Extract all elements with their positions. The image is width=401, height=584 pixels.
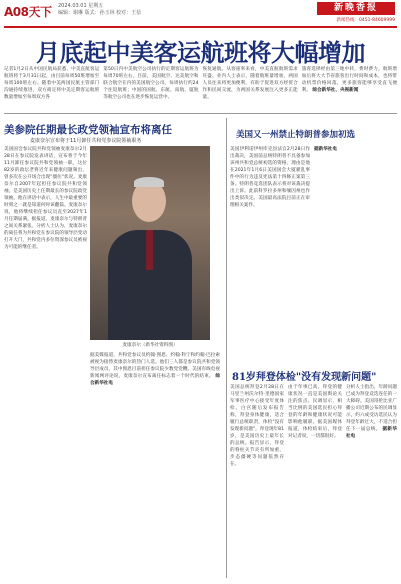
left-story-title: 美参院任期最长政党领袖宣布将离任 bbox=[4, 124, 172, 136]
editor-credits: 编辑：谢琳 版式：孙玉林 校对：王蓓 bbox=[58, 10, 142, 16]
issue-meta bbox=[58, 3, 141, 17]
bottom-story-col1: 美国总统拜登2月28日在马里兰州沃尔特·里德国家军事医疗中心接受年度体检。白宫随后发布报告称，拜登身体健康，适合履行总统职责，体检"没有发现新问题"。拜登现年81岁，是美国历史上最年长的总统。报告显示，拜登的脊柱关节炎有所加重，步态僵硬等问题依然存在。 bbox=[230, 385, 284, 467]
issue-date: 2024.03.01 星期五 bbox=[58, 3, 104, 9]
newspaper-logo: 新晚香报 bbox=[317, 2, 395, 15]
lead-column-3: 恢复通航。从客座率来看，中美直航航班需求旺盛。业内人士表示，随着航班量增加，两国人员往来将更加便利，有助于促进双方经贸合作和民间交流，为两国关系发展注入更多正能量。 bbox=[202, 67, 298, 100]
right-story-body-continued bbox=[314, 146, 397, 356]
lead-column-4 bbox=[302, 66, 397, 110]
left-story-source: 综合新华社电 bbox=[90, 374, 220, 386]
photo-tie bbox=[146, 230, 153, 270]
bottom-story-col3 bbox=[346, 384, 397, 580]
lead-column-2: 第50日内中美航空公司执行的定期客运航班为每周70班左右。目前，美国航空、达美航空和联合航空在内的美国航空公司，每周执行约24个往返航班；中国的国航、东航、南航、厦航等航空公司也在逐步恢复运营中。 bbox=[103, 67, 199, 100]
left-story-body2: 据美媒报道，共和党参议员约翰·图恩、约翰·科宁和约翰·巴拉索被视为接替麦康奈尔的热门人选。他们三人都是参议院共和党领导层成员，其中图恩目前担任参议院少数党党鞭。美国有线电视新闻网评论说，麦康奈尔宣布离任标志着一个时代的结束。 bbox=[90, 353, 220, 379]
bottom-story-col3-text: 分析人士指出，年龄问题已成为拜登竞选连任的一大障碍。美国哥伦比亚广播公司近期公布的民调显示，约六成受访选民认为拜登年龄过大，不适合担任下一届总统。 bbox=[346, 385, 397, 432]
right-story-title: 美国又一州禁止特朗普参加初选 bbox=[236, 130, 356, 140]
bottom-story-title: 81岁拜登体检"没有发现新问题" bbox=[232, 372, 377, 383]
photo-hair bbox=[134, 177, 164, 187]
section-divider bbox=[4, 113, 397, 114]
mcconnell-photo bbox=[90, 146, 210, 340]
lead-source: 综合新华社、央视新闻 bbox=[312, 88, 359, 93]
bottom-story-col2: 由于年事已高，拜登的健康状况一直是美国舆论关注的焦点。民调显示，相当比例的美国选民担心拜登的年龄和健康状况可能影响他履职。据美国媒体报道，体检结束后，拜登对记者说，一切都很好。 bbox=[288, 385, 342, 439]
header-rule bbox=[4, 26, 397, 28]
page-number: A08天下 bbox=[4, 5, 52, 19]
photo-caption: 麦康奈尔（新华社资料图） bbox=[122, 343, 178, 348]
lead-column-4-text: 旅客选择经由第三地中转，费时费力。航班增加后将大大节省旅客出行时间和成本，也将带动机票价格回落，更多旅客能够享受直飞便利。 bbox=[301, 67, 397, 93]
lead-story-body bbox=[4, 66, 397, 110]
left-story-body-continued bbox=[90, 352, 220, 436]
right-story-body: 美国伊利诺伊州库克县法官2月28日作出裁决，美国前总统特朗普不具备参加该州共和党总统初选的资格，理由是他在2021年1月6日美国国会大厦骚乱事件中的行为违反宪法第十四修正案第三条。特朗普竞选团队表示将对该裁决提出上诉。此前科罗拉多州和缅因州也作出类似决定。美国最高法院目前正在审理相关案件。 bbox=[230, 147, 310, 208]
left-story-body: 美国国会参议院共和党领袖麦康奈尔2月28日在参议院发表讲话，宣布将于今年11月卸任参议院共和党领袖一职，这位82岁的政坛老将近年来健康问题频出，曾多次在公开场合出现"僵住"状况。麦康奈尔自2007年起担任参议院共和党领袖，是美国历史上任期最长的参议院政党领袖。他在讲话中表示，人生中最重要的时刻之一就是知道何时该翻篇。麦康奈尔说，他将继续担任参议员直至2027年1月任期届满。据报道，麦康奈尔与特朗普之间关系紧张。分析人士认为，麦康奈尔的离任将为共和党在参议院的领导层变动打开大门，共和党内多位资深参议员被视为可能的继任者。 bbox=[4, 147, 87, 250]
right-story-source: 据新华社电 bbox=[314, 147, 337, 152]
column-divider bbox=[226, 118, 227, 578]
left-story-subtitle: 麦康奈尔宣布将于11月卸任共和党参议院领袖职务 bbox=[30, 138, 142, 144]
page-header bbox=[0, 0, 401, 28]
news-hotline: 新闻热线：0451-84609999 bbox=[336, 18, 395, 23]
bottom-story-source: 据新华社电 bbox=[346, 427, 397, 439]
lead-column-1: 记者1月2日从中国民航局获悉，中美直航客运航班将于3月31日起，由目前每周50班增加至每周100班左右。随着中美两国民航主管部门沟通持续推进，双方商定将中美定期客运航班数量增加至每周双方各 bbox=[4, 67, 100, 100]
lead-headline: 月底起中美客运航班将大幅增加 bbox=[36, 38, 365, 67]
